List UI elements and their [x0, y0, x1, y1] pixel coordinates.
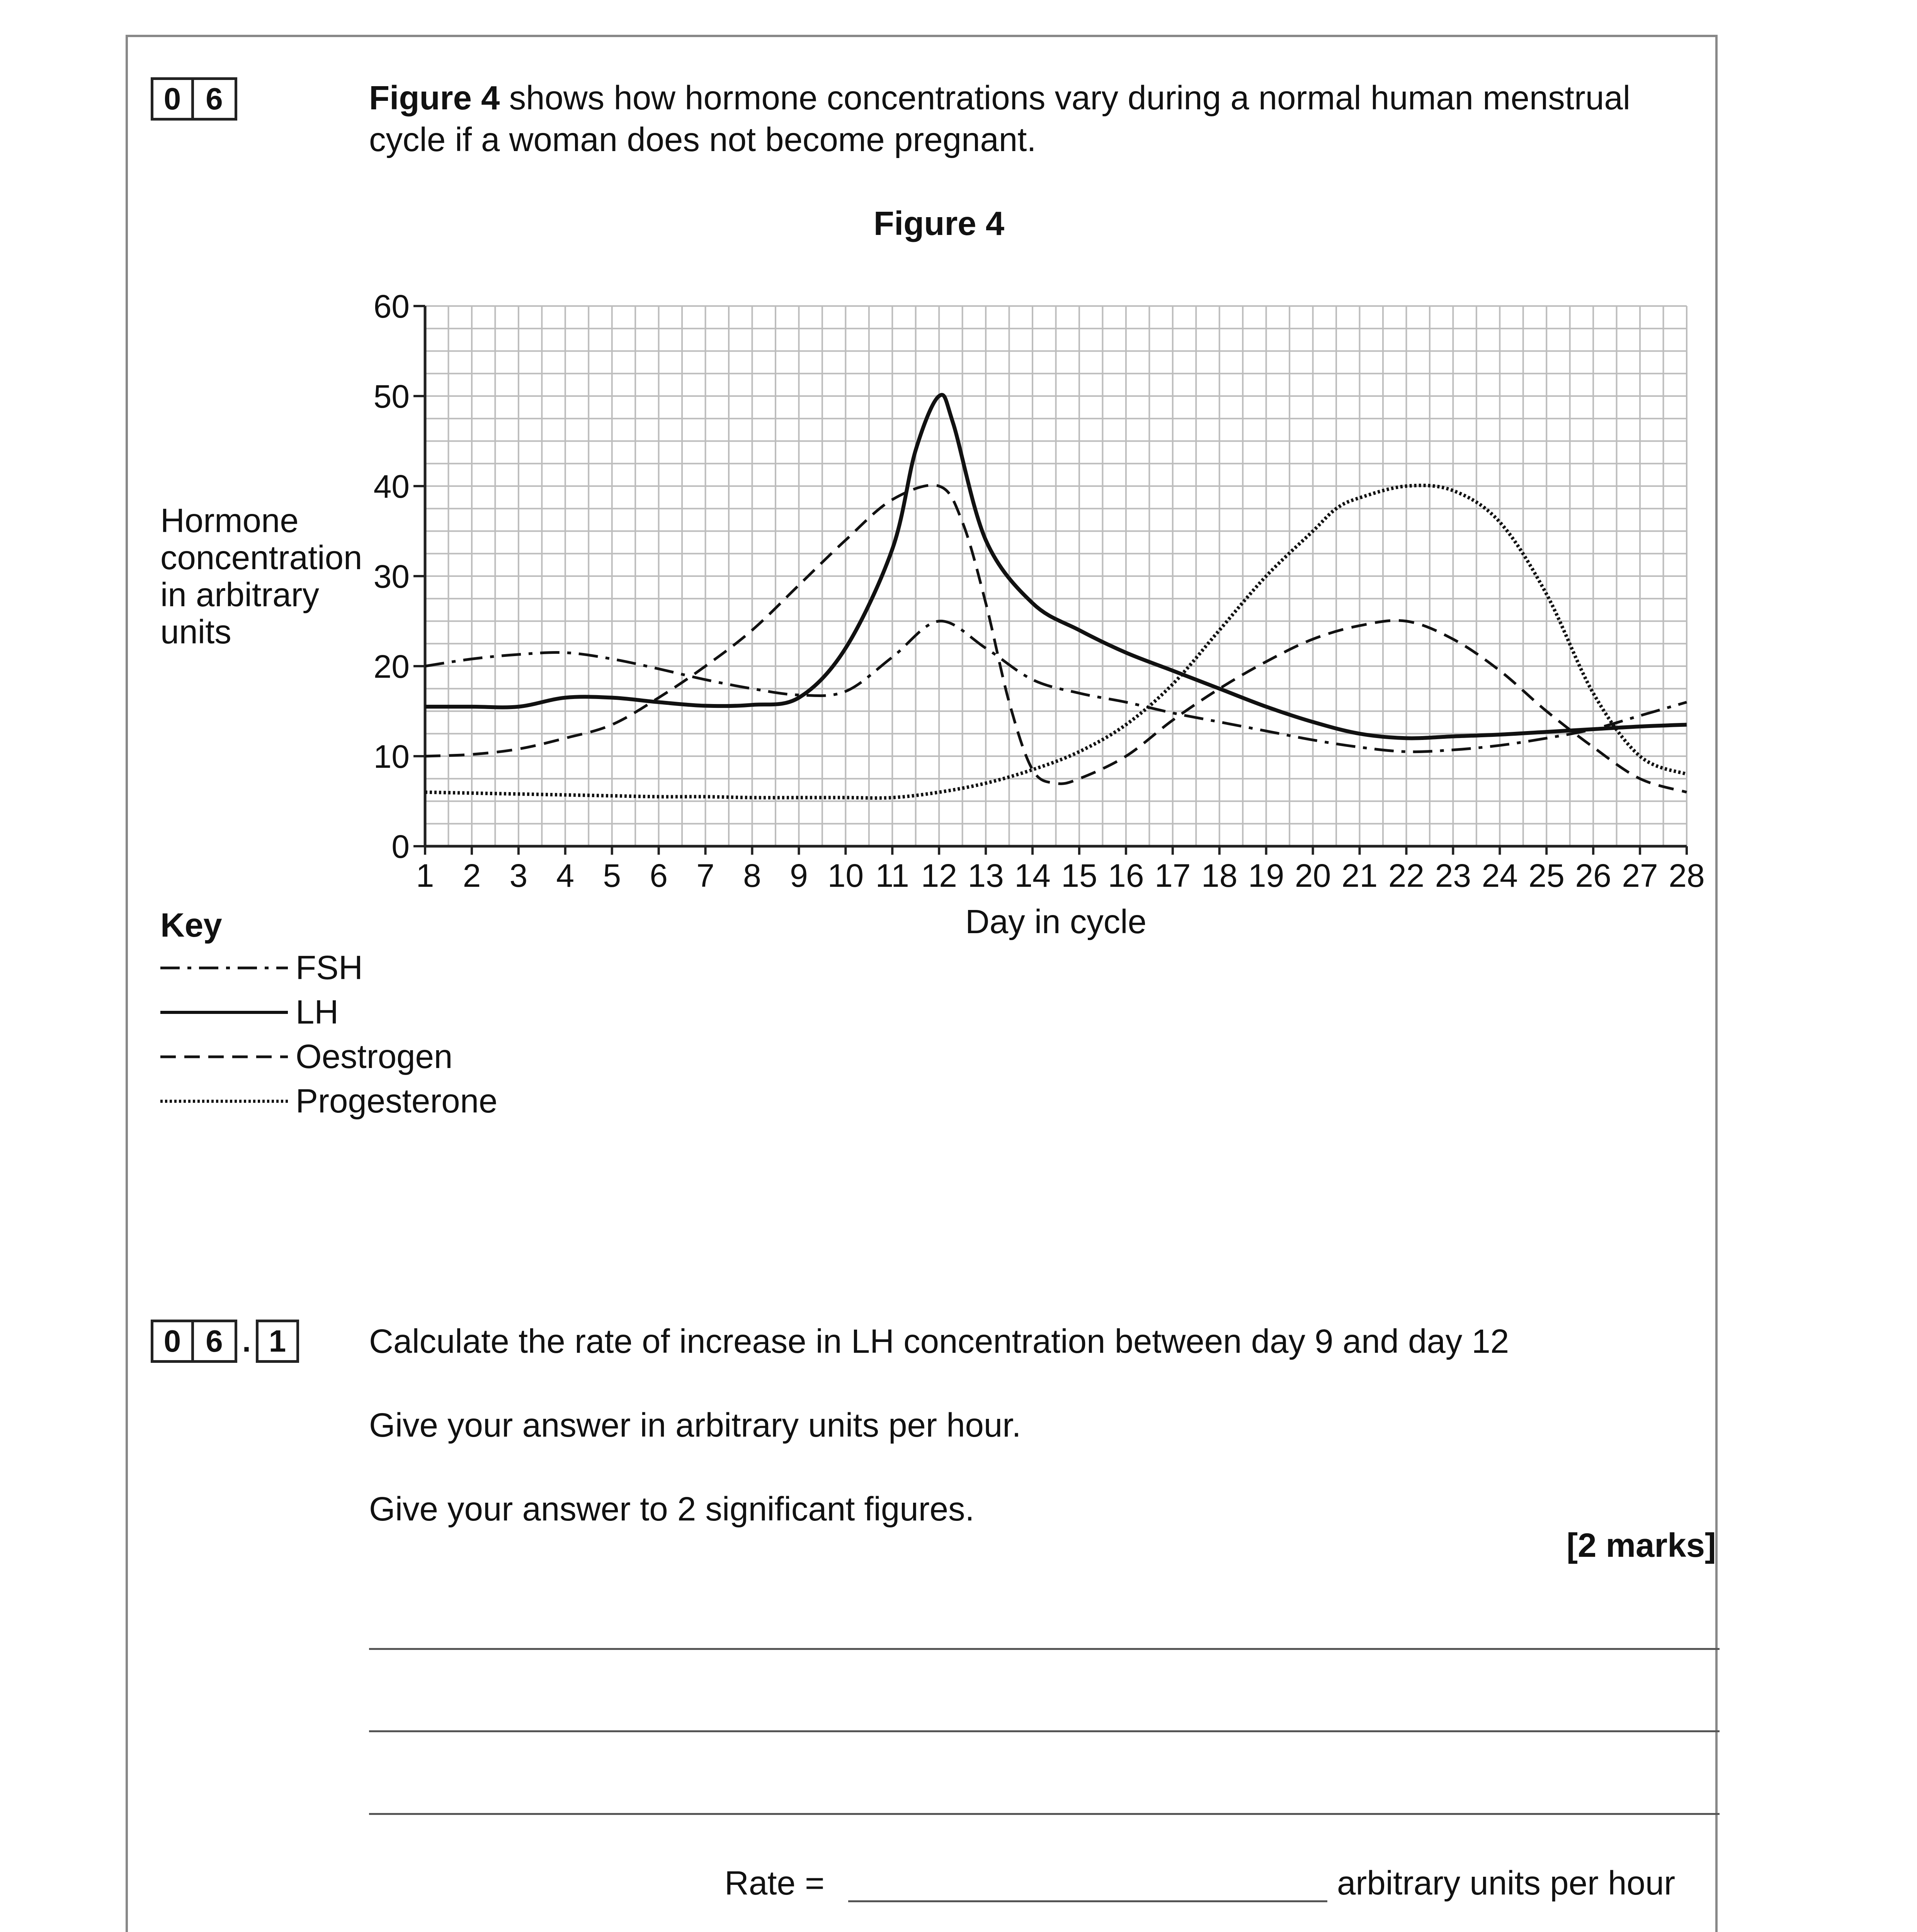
answer-line[interactable]	[369, 1648, 1720, 1650]
legend-title: Key	[160, 906, 222, 944]
legend-label: Progesterone	[296, 1082, 498, 1120]
x-tick-label: 11	[875, 857, 909, 894]
q61-instruction: Give your answer in arbitrary units per hour.	[369, 1406, 1021, 1444]
x-tick-label: 24	[1482, 857, 1518, 894]
y-axis-label-line: in arbitrary	[160, 576, 319, 614]
q61-instruction: Give your answer to 2 significant figures.	[369, 1490, 975, 1528]
rate-units: arbitrary units per hour	[1337, 1864, 1675, 1902]
question-06-intro	[369, 77, 1702, 161]
x-tick-label: 12	[921, 857, 957, 894]
legend-swatch	[160, 1049, 288, 1065]
x-tick-label: 7	[696, 857, 714, 894]
x-tick-label: 23	[1435, 857, 1471, 894]
chart-tick-labels	[374, 288, 1705, 940]
question-digit: 0	[151, 1320, 194, 1363]
intro-text: shows how hormone concentrations vary during a normal human menstrual	[500, 79, 1631, 117]
y-tick-label: 50	[373, 378, 410, 415]
x-tick-label: 13	[968, 857, 1004, 894]
rate-answer-line[interactable]	[848, 1900, 1327, 1902]
question-digit: 0	[151, 77, 194, 121]
y-tick-label: 30	[373, 558, 410, 595]
legend-swatch	[160, 1094, 288, 1109]
x-tick-label: 8	[743, 857, 761, 894]
x-tick-label: 14	[1014, 857, 1051, 894]
x-tick-label: 17	[1155, 857, 1191, 894]
x-tick-label: 5	[603, 857, 621, 894]
legend-item-lh	[160, 993, 338, 1032]
chart-axes	[413, 306, 1687, 855]
q61-instruction: Calculate the rate of increase in LH concentration between day 9 and day 12	[369, 1323, 1509, 1360]
x-tick-label: 9	[790, 857, 808, 894]
x-tick-label: 19	[1248, 857, 1284, 894]
x-tick-label: 27	[1622, 857, 1658, 894]
y-axis-label-line: units	[160, 613, 231, 651]
figure-title: Figure 4	[873, 205, 1005, 242]
x-tick-label: 28	[1669, 857, 1705, 894]
legend-label: Oestrogen	[296, 1038, 453, 1075]
legend-item-progesterone	[160, 1082, 497, 1121]
figure-reference: Figure 4	[369, 79, 500, 117]
x-tick-label: 3	[509, 857, 528, 894]
x-tick-label: 16	[1108, 857, 1144, 894]
question-number-06	[151, 77, 237, 121]
legend-label: LH	[296, 993, 339, 1031]
intro-text-line2: cycle if a woman does not become pregnant.	[369, 121, 1036, 158]
question-digit: 6	[194, 1320, 237, 1363]
x-tick-label: 1	[416, 857, 434, 894]
x-tick-label: 4	[556, 857, 575, 894]
x-tick-label: 21	[1341, 857, 1378, 894]
x-tick-label: 10	[827, 857, 864, 894]
hormone-chart	[348, 278, 1723, 966]
q61-marks: [2 marks]	[1567, 1527, 1716, 1564]
x-axis-label: Day in cycle	[965, 903, 1146, 940]
question-digit: 1	[256, 1320, 299, 1363]
y-tick-label: 0	[391, 828, 410, 865]
x-tick-label: 22	[1388, 857, 1425, 894]
y-tick-label: 40	[373, 468, 410, 505]
x-tick-label: 26	[1575, 857, 1611, 894]
y-tick-label: 60	[373, 288, 410, 325]
legend-item-fsh	[160, 949, 363, 987]
question-separator: .	[242, 1324, 251, 1358]
x-tick-label: 25	[1528, 857, 1565, 894]
x-tick-label: 2	[463, 857, 481, 894]
legend-swatch	[160, 1005, 288, 1020]
x-tick-label: 6	[650, 857, 668, 894]
y-axis-label	[160, 502, 377, 651]
y-axis-label-line: Hormone	[160, 502, 299, 539]
x-tick-label: 20	[1294, 857, 1331, 894]
answer-line[interactable]	[369, 1813, 1720, 1815]
rate-label: Rate =	[725, 1864, 825, 1902]
y-tick-label: 20	[373, 648, 410, 685]
legend-swatch	[160, 960, 288, 976]
chart-grid	[425, 306, 1687, 846]
answer-line[interactable]	[369, 1730, 1720, 1732]
x-tick-label: 15	[1061, 857, 1097, 894]
y-tick-label: 10	[373, 738, 410, 775]
legend-label: FSH	[296, 949, 363, 986]
y-axis-label-line: concentration	[160, 539, 362, 577]
legend-item-oestrogen	[160, 1037, 452, 1076]
question-digit: 6	[194, 77, 237, 121]
x-tick-label: 18	[1201, 857, 1238, 894]
question-number-06-1	[151, 1320, 299, 1363]
